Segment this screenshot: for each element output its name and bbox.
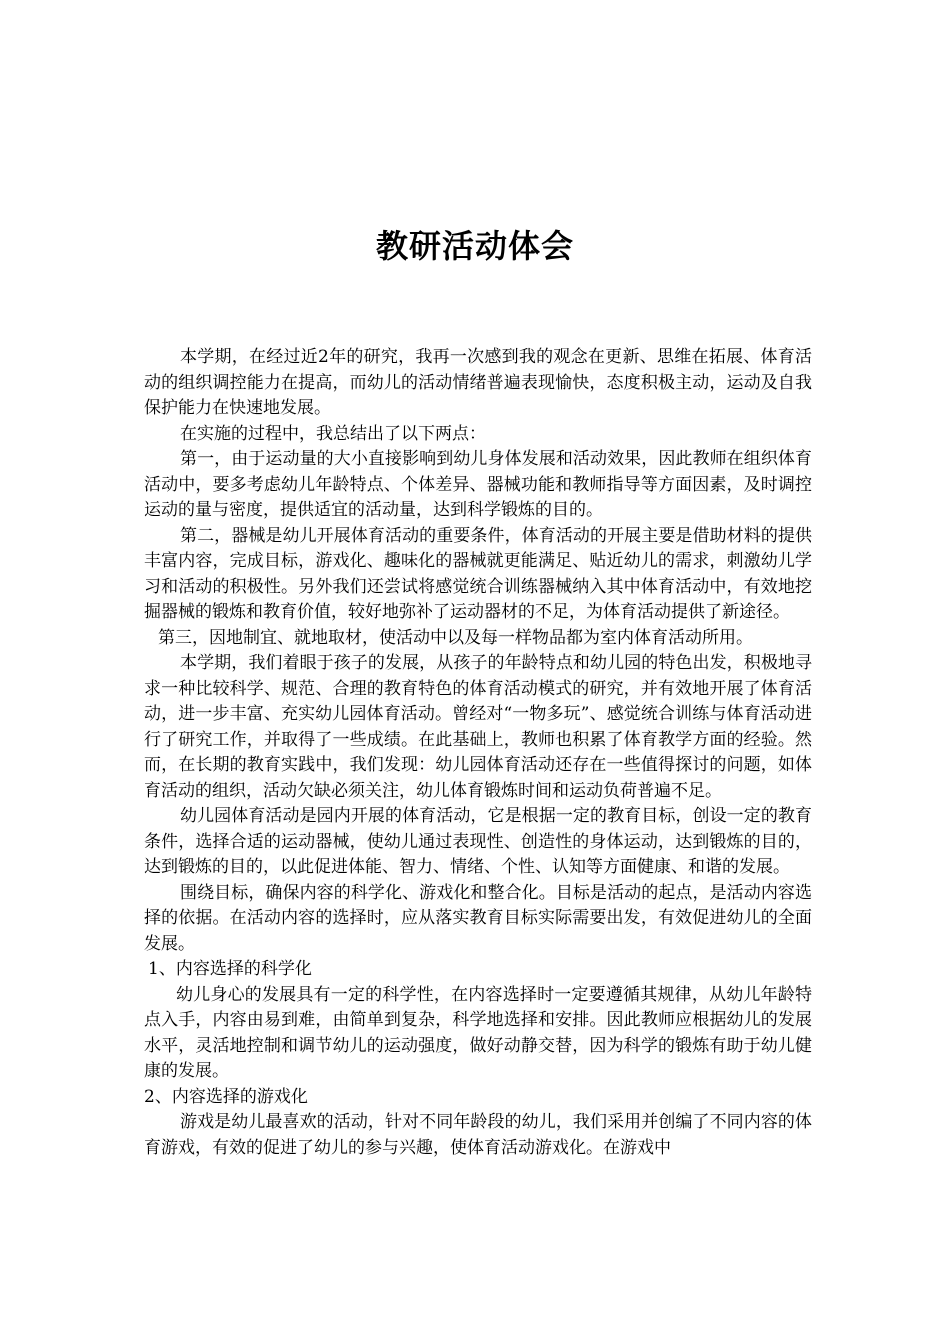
section-heading-scientific: 1、内容选择的科学化 [148, 959, 312, 979]
paragraph-semester: 本学期，我们着眼于孩子的发展，从孩子的年龄特点和幼儿园的特色出发，积极地寻求一种比较科学、规范、合理的教育特色的体育活动模式的研究，并有效地开展了体育活动，进一步丰富、充实幼儿园体育活动。曾经对“一物多玩”、感觉统合训练与体育活动进行了研究工作，并取得了一些成绩。在此基础上，教师也积累了体育教学方面的经验。然而，在长期的教育实践中，我们发现：幼儿园体育活动还存在一些值得探讨的问题，如体育活动的组织，活动欠缺必须关注，幼儿体育锻炼时间和运动负荷普遍不足。 [144, 653, 812, 801]
paragraph-point-two: 第二，器械是幼儿开展体育活动的重要条件，体育活动的开展主要是借助材料的提供丰富内容，完成目标，游戏化、趣味化的器械就更能满足、贴近幼儿的需求，刺激幼儿学习和活动的积极性。另外我们还尝试将感觉统合训练器械纳入其中体育活动中，有效地挖掘器械的锻炼和教育价值，较好地弥补了运动器材的不足，为体育活动提供了新途径。 [144, 525, 812, 622]
paragraph-kindergarten-sports: 幼儿园体育活动是园内开展的体育活动，它是根据一定的教育目标，创设一定的教育条件，选择合适的运动器械，使幼儿通过表现性、创造性的身体运动，达到锻炼的目的，达到锻炼的目的，以此促进体能、智力、情绪、个性、认知等方面健康、和谐的发展。 [144, 806, 812, 877]
paragraph-point-three: 第三，因地制宜、就地取材，使活动中以及每一样物品都为室内体育活动所用。 [158, 627, 753, 648]
section-heading-gamification: 2、内容选择的游戏化 [144, 1086, 308, 1107]
paragraph-gamification: 游戏是幼儿最喜欢的活动，针对不同年龄段的幼儿，我们采用并创编了不同内容的体育游戏，有效的促进了幼儿的参与兴趣，使体育活动游戏化。在游戏中 [144, 1112, 812, 1158]
document-title: 教研活动体会 [375, 227, 574, 266]
document-body [144, 345, 812, 1161]
paragraph-scientific: 幼儿身心的发展具有一定的科学性，在内容选择时一定要遵循其规律，从幼儿年龄特点入手，内容由易到难，由简单到复杂，科学地选择和安排。因此教师应根据幼儿的发展水平，灵活地控制和调节幼儿的运动强度，做好动静交替，因为科学的锻炼有助于幼儿健康的发展。 [144, 984, 812, 1081]
paragraph-goals: 围绕目标，确保内容的科学化、游戏化和整合化。目标是活动的起点，是活动内容选择的依据。在活动内容的选择时，应从落实教育目标实际需要出发，有效促进幼儿的全面发展。 [144, 882, 812, 954]
paragraph-summary-lead: 在实施的过程中，我总结出了以下两点： [180, 423, 486, 444]
paragraph-point-one: 第一，由于运动量的大小直接影响到幼儿身体发展和活动效果，因此教师在组织体育活动中，要多考虑幼儿年龄特点、个体差异、器械功能和教师指导等方面因素，及时调控运动的量与密度，提供适宜的活动量，达到科学锻炼的目的。 [144, 449, 812, 520]
paragraph-intro: 本学期，在经过近2年的研究，我再一次感到我的观念在更新、思维在拓展、体育活动的组织调控能力在提高，而幼儿的活动情绪普遍表现愉快，态度积极主动，运动及自我保护能力在快速地发展。 [144, 347, 812, 418]
